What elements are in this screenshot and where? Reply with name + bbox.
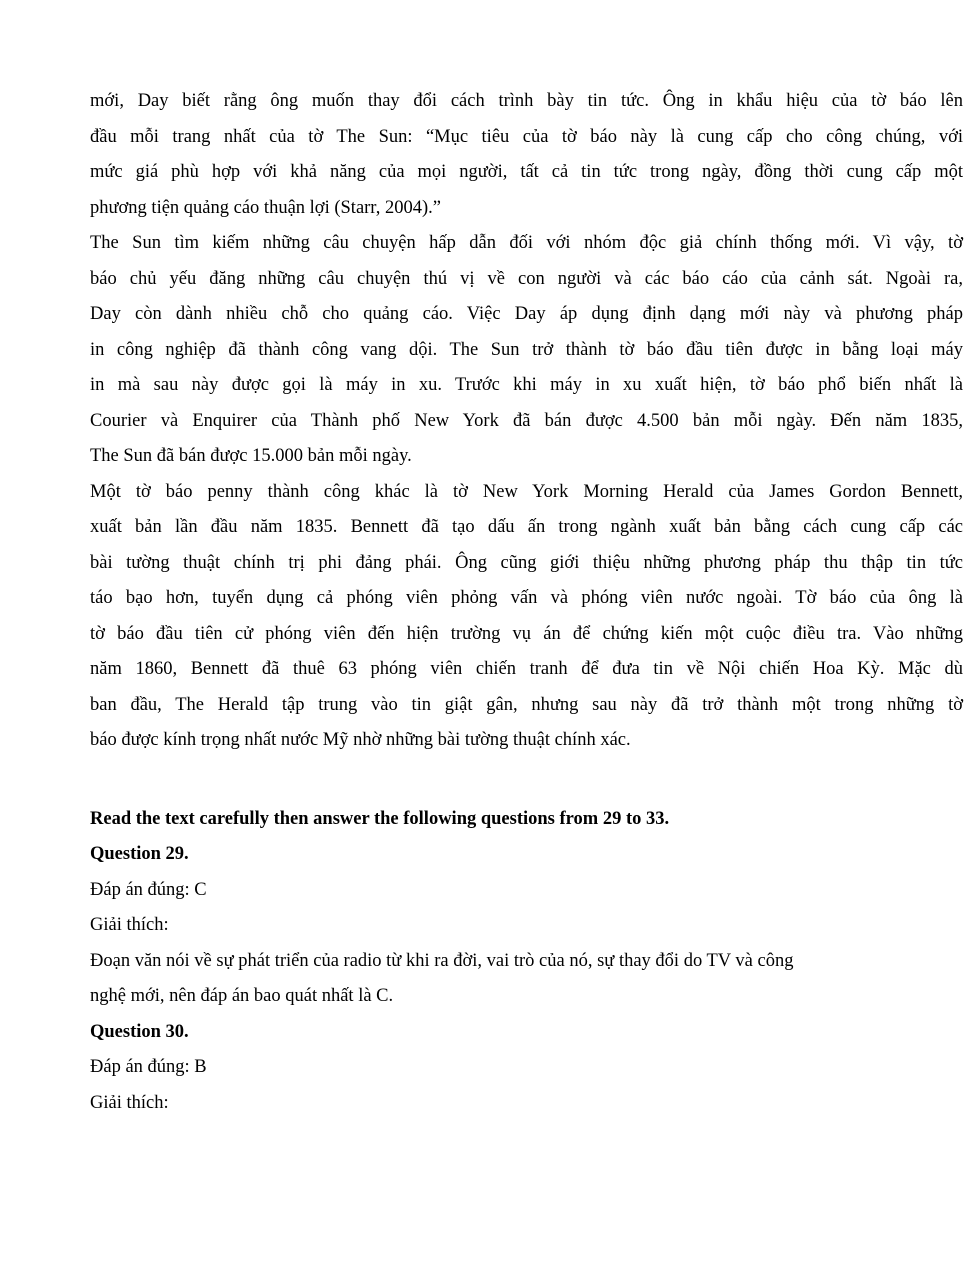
question-29-answer: Đáp án đúng: C bbox=[90, 879, 207, 900]
question-30-answer: Đáp án đúng: B bbox=[90, 1057, 207, 1077]
passage-line: năm 1860, Bennett đã thuê 63 phóng viên chiến tranh để đưa tin về Nội chiến Hoa Kỳ. Mặc dù bbox=[90, 659, 963, 679]
passage-line: Một tờ báo penny thành công khác là tờ New York Morning Herald của James Gordon Bennett, bbox=[90, 481, 963, 502]
question-30-block bbox=[90, 1015, 963, 1122]
question-29-block bbox=[90, 837, 963, 1015]
question-29-explanation-line: Đoạn văn nói về sự phát triển của radio từ khi ra đời, vai trò của nó, sự thay đổi do TV và công bbox=[90, 950, 794, 971]
passage-line: Courier và Enquirer của Thành phố New York đã bán được 4.500 bản mỗi ngày. Đến năm 1835, bbox=[90, 410, 963, 431]
question-29-explanation-line: nghệ mới, nên đáp án bao quát nhất là C. bbox=[90, 986, 394, 1006]
passage-line: bài tường thuật chính trị phi đảng phái. Ông cũng giới thiệu những phương pháp thu thập tin tức bbox=[90, 552, 963, 573]
passage-line: tờ báo đầu tiên cử phóng viên đến hiện trường vụ án để chứng kiến một cuộc điều tra. Vào những bbox=[90, 623, 963, 644]
instruction-heading: Read the text carefully then answer the following questions from 29 to 33. bbox=[90, 808, 670, 829]
question-29-explanation-label: Giải thích: bbox=[90, 915, 169, 935]
passage-line: xuất bản lần đầu năm 1835. Bennett đã tạo dấu ấn trong ngành xuất bản bằng cách cung cấp các bbox=[90, 517, 963, 537]
passage-line: báo chủ yếu đăng những câu chuyện thú vị về con người và các báo cáo của cảnh sát. Ngoài ra, bbox=[90, 268, 963, 289]
passage-paragraph-2 bbox=[90, 226, 963, 475]
passage-paragraph-1 bbox=[90, 84, 963, 226]
answer-section bbox=[90, 802, 963, 1122]
passage-line: báo được kính trọng nhất nước Mỹ nhờ những bài tường thuật chính xác. bbox=[90, 730, 631, 750]
passage-line: The Sun tìm kiếm những câu chuyện hấp dẫn đối với nhóm độc giả chính thống mới. Vì vậy, tờ bbox=[90, 233, 963, 253]
reading-passage bbox=[90, 84, 963, 759]
passage-line: The Sun đã bán được 15.000 bản mỗi ngày. bbox=[90, 446, 412, 466]
passage-line: phương tiện quảng cáo thuận lợi (Starr, 2004).” bbox=[90, 197, 441, 218]
passage-line: in mà sau này được gọi là máy in xu. Trước khi máy in xu xuất hiện, tờ báo phổ biến nhất là bbox=[90, 375, 963, 395]
passage-line: đầu mỗi trang nhất của tờ The Sun: “Mục tiêu của tờ báo này là cung cấp cho công chúng, với bbox=[90, 126, 963, 147]
passage-line: in công nghiệp đã thành công vang dội. The Sun trở thành tờ báo đầu tiên được in bằng loại máy bbox=[90, 339, 963, 360]
passage-line: táo bạo hơn, tuyển dụng cả phóng viên phỏng vấn và phóng viên nước ngoài. Tờ báo của ông là bbox=[90, 588, 963, 608]
passage-line: mức giá phù hợp với khả năng của mọi người, tất cả tin tức trong ngày, đồng thời cung cấp một bbox=[90, 162, 963, 182]
question-30-heading: Question 30. bbox=[90, 1021, 189, 1042]
question-29-heading: Question 29. bbox=[90, 844, 189, 864]
passage-paragraph-3 bbox=[90, 475, 963, 759]
question-30-explanation-label: Giải thích: bbox=[90, 1092, 169, 1113]
passage-line: Day còn dành nhiều chỗ cho quảng cáo. Việc Day áp dụng định dạng mới này và phương pháp bbox=[90, 304, 963, 324]
passage-line: ban đầu, The Herald tập trung vào tin giật gân, nhưng sau này đã trở thành một trong những tờ bbox=[90, 694, 963, 715]
passage-line: mới, Day biết rằng ông muốn thay đổi cách trình bày tin tức. Ông in khẩu hiệu của tờ báo lên bbox=[90, 91, 963, 111]
